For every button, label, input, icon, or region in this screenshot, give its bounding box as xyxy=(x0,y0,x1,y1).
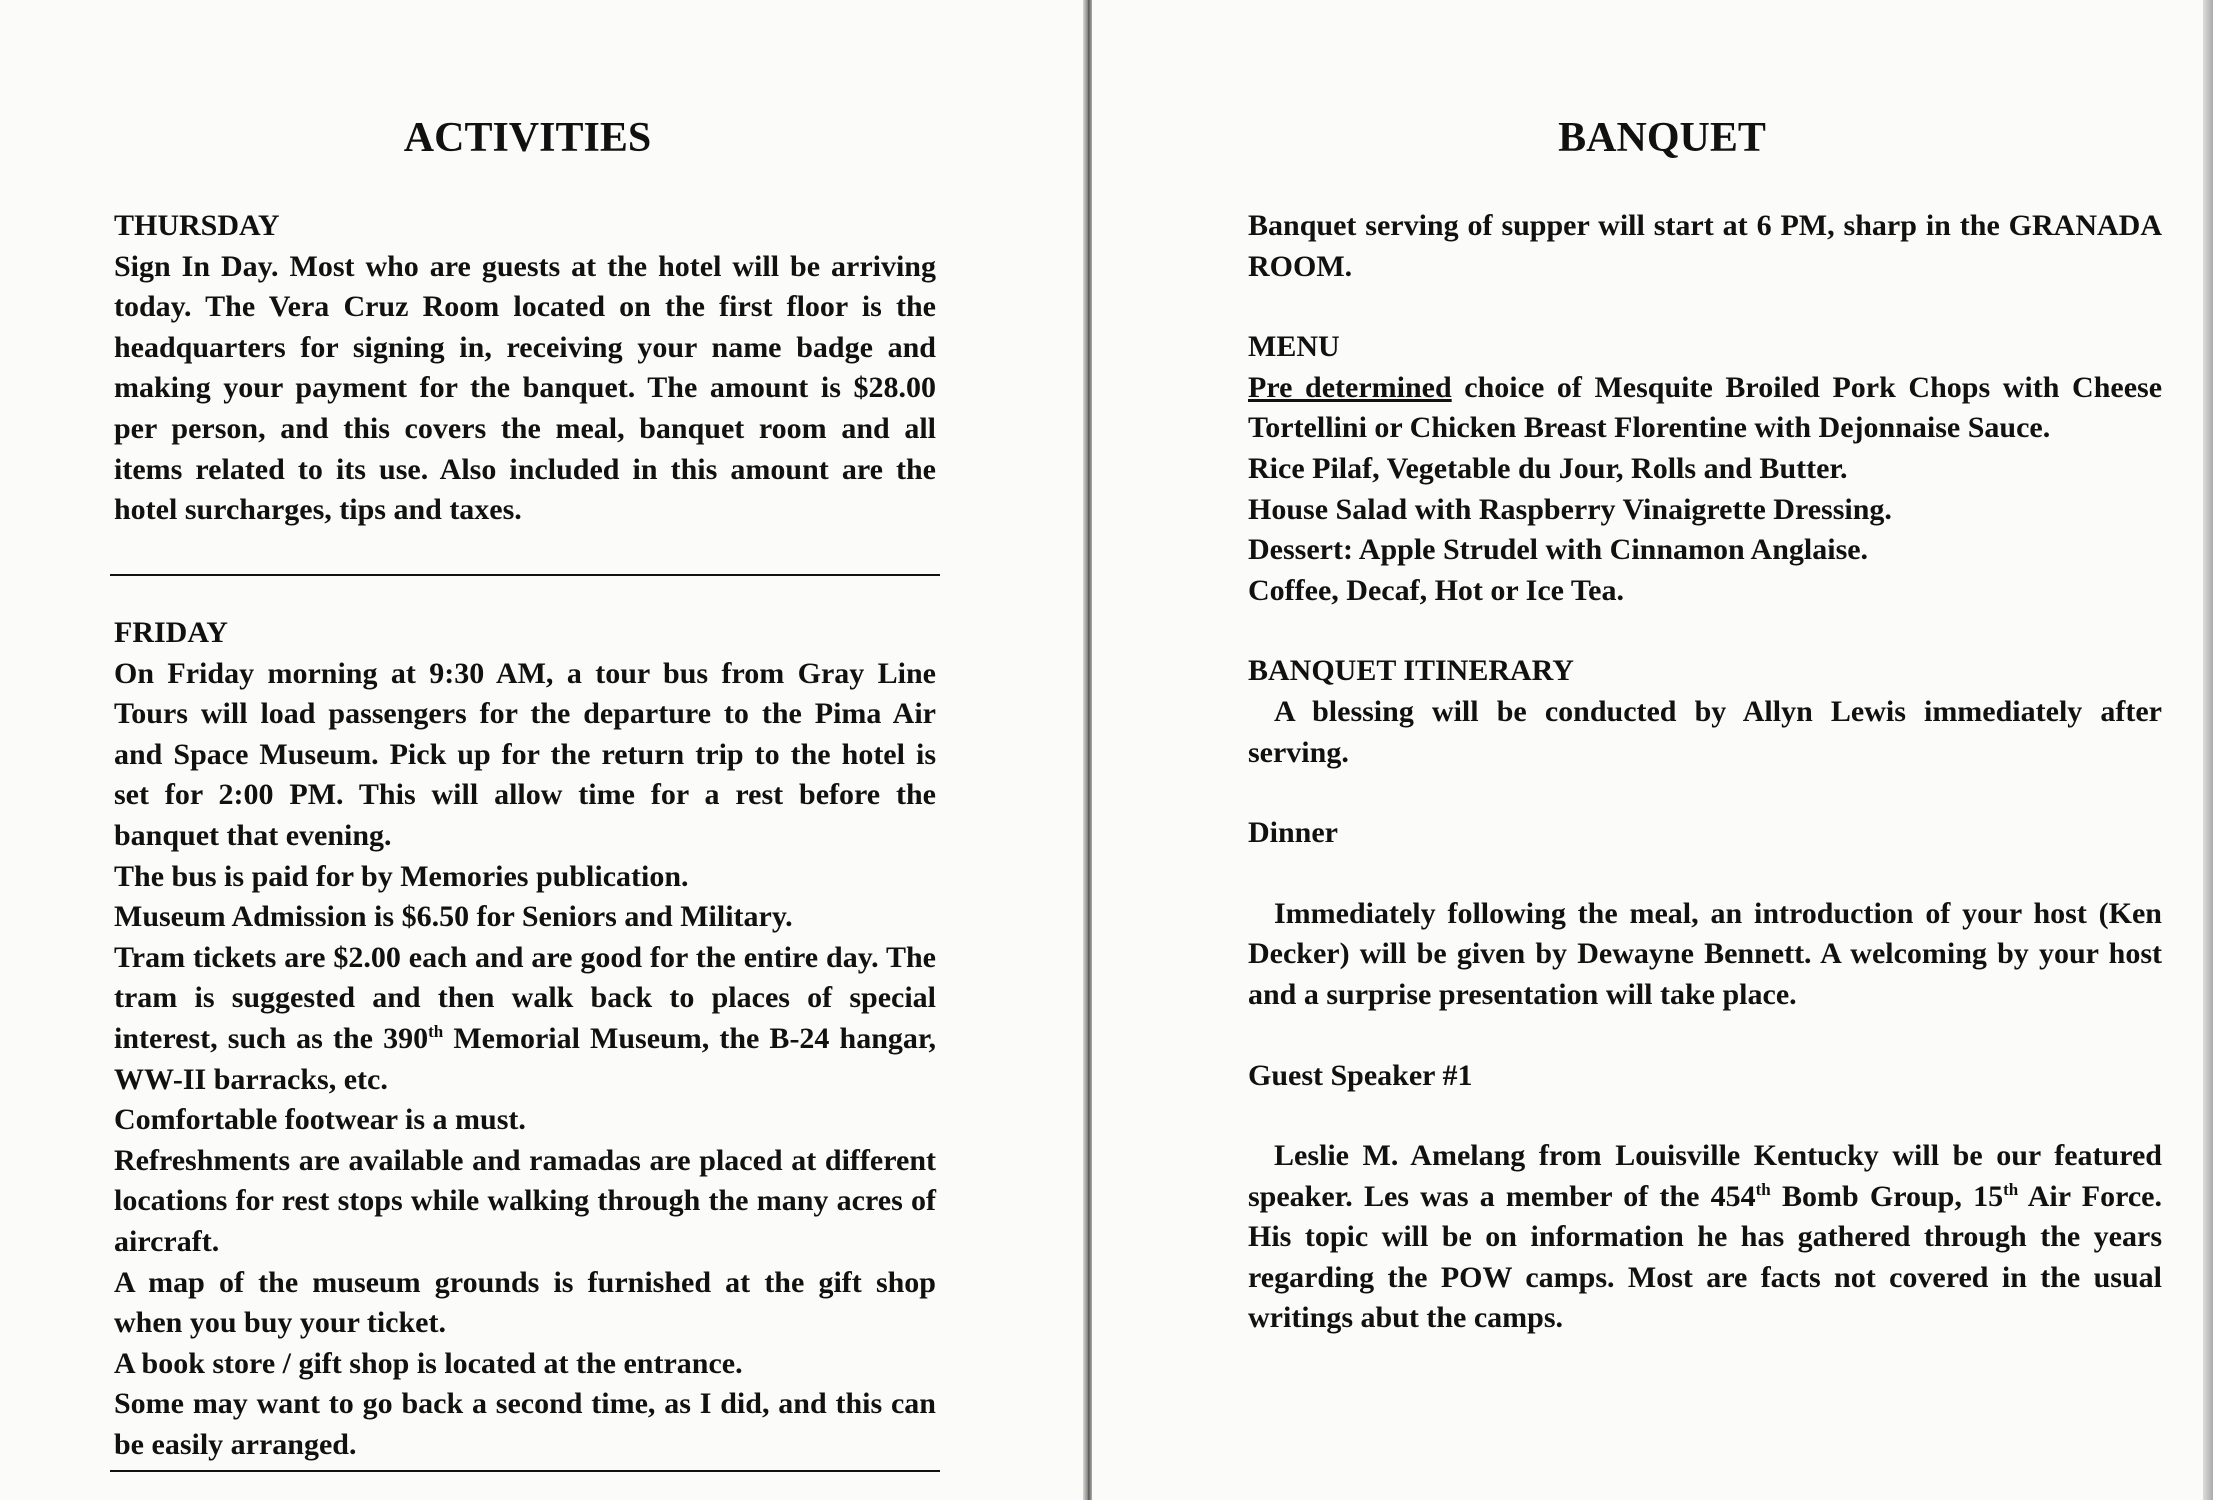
spacer xyxy=(1248,611,2162,651)
friday-map: A map of the museum grounds is furnished at the gift shop when you buy your ticket. xyxy=(114,1265,936,1340)
section-divider xyxy=(110,574,940,576)
speaker-sup2: th xyxy=(2003,1179,2019,1199)
spacer xyxy=(1248,1096,2162,1136)
spacer xyxy=(1248,1016,2162,1056)
menu-choice xyxy=(1248,368,2162,449)
spacer xyxy=(1248,287,2162,327)
thursday-section xyxy=(114,206,936,531)
guest-speaker-label: Guest Speaker #1 xyxy=(1248,1058,1473,1092)
friday-second: Some may want to go back a second time, as I did, and this can be easily arranged. xyxy=(114,1387,936,1461)
page-edge xyxy=(2203,0,2213,1500)
menu-salad: House Salad with Raspberry Vinaigrette Dressing. xyxy=(1248,492,1892,526)
menu-drinks: Coffee, Decaf, Hot or Ice Tea. xyxy=(1248,573,1624,607)
guest-speaker-text xyxy=(1248,1136,2162,1339)
thursday-day: THURSDAY xyxy=(114,209,280,242)
friday-bus: The bus is paid for by Memories publication. xyxy=(114,859,689,893)
friday-tram-b: Memorial Museum, the B-24 hangar, WW-II barracks, etc. xyxy=(114,1021,936,1096)
right-page xyxy=(1092,0,2213,1500)
banquet-section xyxy=(1248,206,2162,1339)
thursday-text: Sign In Day. Most who are guests at the hotel will be arriving today. The Vera Cruz Room located on the first floor is the headquarters for signing in, receiving your name badge and making your payment for the banquet. The amount is $28.00 per person, and this covers the meal, banquet room and all items related to its use. Also included in this amount are the hotel surcharges, tips and taxes. xyxy=(114,249,936,527)
speaker-c: Air Force. His topic will be on information he has gathered through the years regarding the POW camps. Most are facts not covered in the usual writings abut the camps. xyxy=(1248,1179,2162,1335)
left-page xyxy=(0,0,1085,1500)
bottom-divider xyxy=(110,1470,940,1472)
speaker-b: Bomb Group, 15 xyxy=(1770,1179,2004,1213)
menu-choice-text: choice of Mesquite Broiled Pork Chops with Cheese Tortellini or Chicken Breast Florentine with Dejonnaise Sauce. xyxy=(1248,370,2163,445)
friday-section xyxy=(114,613,936,1465)
friday-bookstore: A book store / gift shop is located at the entrance. xyxy=(114,1346,743,1380)
menu-title: MENU xyxy=(1248,330,1340,364)
menu-sides: Rice Pilaf, Vegetable du Jour, Rolls and Butter. xyxy=(1248,451,1848,485)
dinner-label: Dinner xyxy=(1248,816,1338,850)
friday-admission: Museum Admission is $6.50 for Seniors and Military. xyxy=(114,900,793,934)
friday-tram-a: Tram tickets are $2.00 each and are good for the entire day. The tram is suggested and then walk back to places of special interest, such as the 390 xyxy=(114,940,936,1055)
speaker-sup1: th xyxy=(1755,1179,1771,1199)
itinerary-blessing: A blessing will be conducted by Allyn Lewis immediately after serving. xyxy=(1248,694,2162,769)
speaker-a: Leslie M. Amelang from Louisville Kentucky will be our featured speaker. Les was a member of the 454 xyxy=(1248,1139,2162,1213)
menu-underlined: Pre determined xyxy=(1248,370,1452,404)
activities-heading: ACTIVITIES xyxy=(403,115,652,161)
spacer xyxy=(1248,854,2162,894)
spacer xyxy=(1248,773,2162,813)
friday-day: FRIDAY xyxy=(114,616,228,649)
friday-tram-sup: th xyxy=(428,1021,444,1041)
itinerary-introduction: Immediately following the meal, an introduction of your host (Ken Decker) will be given by Dewayne Bennett. A welcoming by your host and a surprise presentation will take place. xyxy=(1248,896,2162,1011)
banquet-heading: BANQUET xyxy=(1558,115,1766,161)
itinerary-title: BANQUET ITINERARY xyxy=(1248,654,1574,688)
friday-intro: On Friday morning at 9:30 AM, a tour bus from Gray Line Tours will load passengers for the departure to the Pima Air and Space Museum. Pick up for the return trip to the hotel is set for 2:00 PM. This will allow time for a rest before the banquet that evening. xyxy=(114,656,936,852)
menu-dessert: Dessert: Apple Strudel with Cinnamon Anglaise. xyxy=(1248,533,1869,567)
banquet-intro: Banquet serving of supper will start at 6 PM, sharp in the GRANADA ROOM. xyxy=(1248,209,2162,283)
friday-footwear: Comfortable footwear is a must. xyxy=(114,1103,526,1137)
friday-refreshments: Refreshments are available and ramadas are placed at different locations for rest stops while walking through the many acres of aircraft. xyxy=(114,1143,936,1258)
friday-tram xyxy=(114,938,936,1100)
